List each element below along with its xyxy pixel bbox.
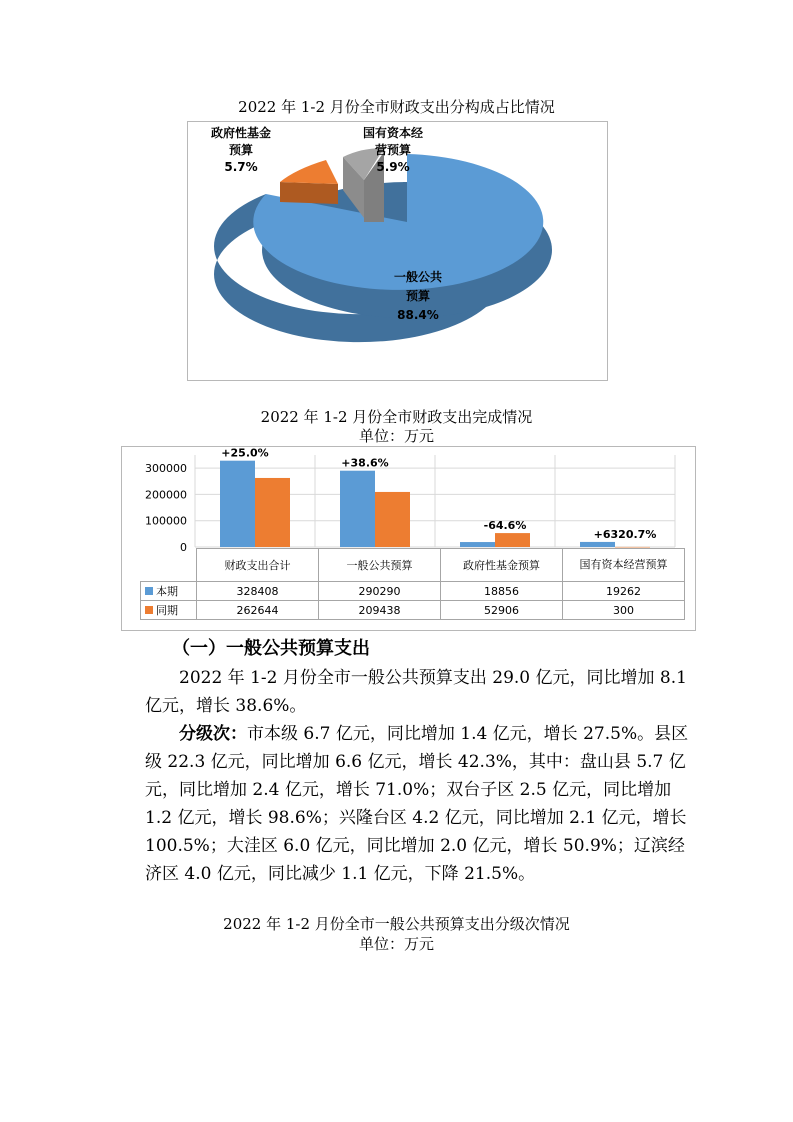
legend-swatch (145, 587, 153, 595)
pie-slice-fund (280, 160, 338, 184)
paragraph-levels (145, 720, 690, 888)
table-row (141, 549, 685, 582)
bar-chart-frame (121, 446, 696, 631)
pie-label-fund: 政府性基金 预算 5.7% (210, 126, 271, 174)
pie-label-general: 一般公共 预算 88.4% (393, 270, 442, 322)
table-header-cell: 国有资本经营预算 (562, 549, 684, 582)
table-row (141, 582, 685, 601)
table-row (141, 601, 685, 620)
y-tick-label: 200000 (145, 488, 187, 502)
y-tick-label: 100000 (145, 514, 187, 528)
table-cell: 52906 (440, 601, 562, 620)
growth-label: +25.0% (221, 447, 269, 460)
section-heading: （一）一般公共预算支出 (172, 638, 370, 659)
growth-label: -64.6% (483, 519, 527, 533)
pie-chart-title: 2022 年 1-2 月份全市财政支出分构成占比情况 (238, 98, 555, 116)
table-cell: 290290 (318, 582, 440, 601)
bar-current (220, 461, 255, 547)
table-cell: 18856 (440, 582, 562, 601)
table-header-cell: 政府性基金预算 (440, 549, 562, 582)
legend-prior: 同期 (141, 601, 197, 620)
bar-current (340, 471, 375, 547)
growth-label: +6320.7% (593, 527, 657, 541)
table-header-cell: 财政支出合计 (196, 549, 318, 582)
paragraph-levels-body: 市本级 6.7 亿元，同比增加 1.4 亿元，增长 27.5%。县区级 22.3 亿元，同比增加 6.6 亿元，增长 42.3%，其中：盘山县 5.7 亿元，同比增加 2.4 亿元，增长 71.0%；双台子区 2.5 亿元，同比增加 1.2 亿元，增长 98.6%；兴隆台区 4.2 亿元，同比增加 2.1 亿元，增长 100.5%；大洼区 6.0 亿元，同比增加 2.0 亿元，增长 50.9%；辽滨经济区 4.0 亿元，同比减少 1.1 亿元，下降 21.5%。 (145, 724, 689, 884)
table-header-cell: 一般公共预算 (318, 549, 440, 582)
y-tick-label: 0 (180, 541, 187, 554)
pie-label-capital: 国有资本经 营预算 5.9% (362, 126, 423, 174)
table-cell: 300 (562, 601, 684, 620)
paragraph-summary: 2022 年 1-2 月份全市一般公共预算支出 29.0 亿元，同比增加 8.1 亿元，增长 38.6%。 (145, 668, 687, 716)
y-tick-label: 300000 (145, 462, 187, 476)
paragraph-levels-lead: 分级次： (179, 724, 247, 744)
table-unit: 单位：万元 (358, 935, 434, 953)
table-cell: 19262 (562, 582, 684, 601)
bar-prior (495, 533, 530, 547)
bar-chart-title: 2022 年 1-2 月份全市财政支出完成情况 (260, 408, 533, 426)
table-cell: 209438 (318, 601, 440, 620)
table-cell: 328408 (196, 582, 318, 601)
bar-prior (255, 478, 290, 547)
bar-current (580, 542, 615, 547)
bar-chart-unit: 单位：万元 (358, 427, 434, 445)
bar-prior (375, 492, 410, 547)
bar-data-table (140, 548, 685, 620)
legend-swatch (145, 606, 153, 614)
pie-slice-fund-side (280, 182, 338, 204)
growth-label: +38.6% (341, 456, 389, 470)
legend-current: 本期 (141, 582, 197, 601)
pie-chart-frame (187, 121, 608, 381)
bar-current (460, 542, 495, 547)
table-cell: 262644 (196, 601, 318, 620)
table-title: 2022 年 1-2 月份全市一般公共预算支出分级次情况 (223, 915, 570, 933)
